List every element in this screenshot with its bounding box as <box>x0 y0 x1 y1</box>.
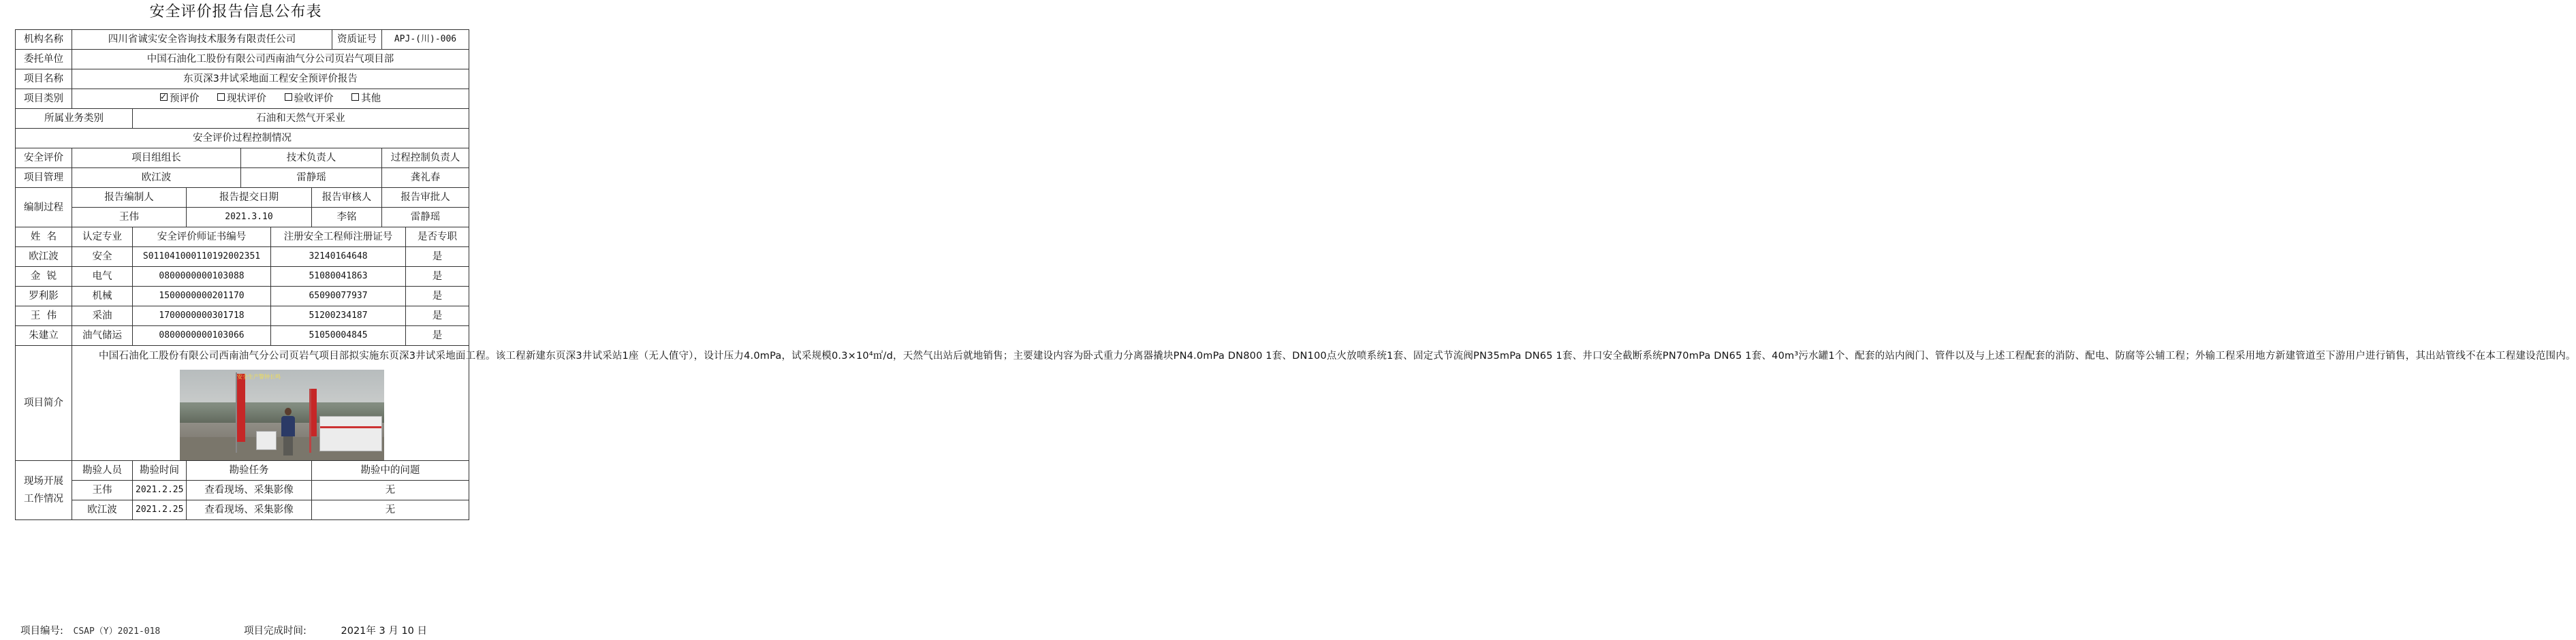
compile-label: 编制过程 <box>16 188 72 227</box>
staff-major: 采油 <box>72 306 133 326</box>
checkbox-icon <box>285 93 292 101</box>
category-option-pre[interactable]: ✓ 预评价 <box>160 93 200 104</box>
management-value-row <box>16 168 469 188</box>
category-row <box>16 89 469 109</box>
intro-row <box>16 346 469 461</box>
category-option-other[interactable]: 其他 <box>351 93 381 104</box>
staff-name: 朱建立 <box>16 326 72 346</box>
process-header-row <box>16 129 469 148</box>
site-header-issue: 勘验中的问题 <box>312 460 469 480</box>
intro-text: 中国石油化工股份有限公司西南油气分公司页岩气项目部拟实施东页深3井试采地面工程。该工程新建东页深3井试采站1座（无人值守），设计压力4.0mPa，试采规模0.3×10⁴㎡/d，天然气出站后就地销售；主要建设内容为卧式重力分离器撬块PN4.0mPa DN800 1套、DN100点火放喷系统1套、固定式节流阀PN35mPa DN65 1套、井口安全截断系统PN70mPa DN65 1套、40m³污水罐1个、配套的站内阀门、管件以及与上述工程配套的消防、配电、防腐等公辅工程；外输工程采用地方新建管道至下游用户进行销售，其出站管线不在本工程建设范围内。 <box>99 351 2576 362</box>
compile-header-row <box>16 188 469 208</box>
site-label: 现场开展 工作情况 <box>16 460 72 519</box>
staff-reg: 51050004845 <box>271 326 406 346</box>
site-time: 2021.2.25 <box>133 500 187 519</box>
table-row <box>16 326 469 346</box>
business-label: 所属业务类别 <box>16 109 133 129</box>
table-row <box>16 500 469 519</box>
staff-fulltime: 是 <box>406 247 469 267</box>
photo-cabin-small <box>256 431 277 450</box>
staff-fulltime: 是 <box>406 287 469 306</box>
staff-major: 机械 <box>72 287 133 306</box>
compile-header-approver: 报告审批人 <box>382 188 469 208</box>
site-person: 欧江波 <box>72 500 133 519</box>
footer-code-value: CSAP（Y）2021-018 <box>73 626 161 637</box>
category-option-status[interactable]: 现状评价 <box>217 93 266 104</box>
staff-header-cert: 安全评价师证书编号 <box>133 227 271 247</box>
staff-header-major: 认定专业 <box>72 227 133 247</box>
staff-header-row <box>16 227 469 247</box>
footer-code-label: 项目编号: <box>20 626 63 637</box>
staff-reg: 32140164648 <box>271 247 406 267</box>
staff-major: 油气储运 <box>72 326 133 346</box>
footer-done-label: 项目完成时间: <box>244 626 307 637</box>
staff-name: 王 伟 <box>16 306 72 326</box>
project-label: 项目名称 <box>16 69 72 89</box>
staff-header-name: 姓 名 <box>16 227 72 247</box>
client-label: 委托单位 <box>16 50 72 69</box>
footer-done-value: 2021年 3 月 10 日 <box>341 626 428 637</box>
staff-cert: 0800000000103088 <box>133 267 271 287</box>
checkbox-checked-icon <box>160 93 168 101</box>
site-header-task: 勘验任务 <box>187 460 312 480</box>
management-label-2: 项目管理 <box>16 168 72 188</box>
process-header: 安全评价过程控制情况 <box>16 129 469 148</box>
site-header-time: 勘验时间 <box>133 460 187 480</box>
staff-fulltime: 是 <box>406 326 469 346</box>
management-header-tech: 技术负责人 <box>241 148 382 168</box>
staff-name: 欧江波 <box>16 247 72 267</box>
compile-author: 王伟 <box>72 208 187 227</box>
client-value: 中国石油化工股份有限公司西南油气分公司页岩气项目部 <box>72 50 469 69</box>
staff-cert: S011041000110192002351 <box>133 247 271 267</box>
staff-cert: 0800000000103066 <box>133 326 271 346</box>
compile-header-date: 报告提交日期 <box>187 188 312 208</box>
cert-label: 资质证号 <box>332 30 382 50</box>
business-value: 石油和天然气开采业 <box>133 109 469 129</box>
table-row <box>16 247 469 267</box>
staff-fulltime: 是 <box>406 306 469 326</box>
project-row <box>16 69 469 89</box>
compile-header-reviewer: 报告审核人 <box>312 188 382 208</box>
staff-name: 金 锐 <box>16 267 72 287</box>
org-label: 机构名称 <box>16 30 72 50</box>
table-row <box>16 480 469 500</box>
table-row <box>16 267 469 287</box>
checkbox-icon <box>217 93 225 101</box>
compile-value-row <box>16 208 469 227</box>
management-process: 龚礼春 <box>382 168 469 188</box>
compile-reviewer: 李铭 <box>312 208 382 227</box>
staff-name: 罗利影 <box>16 287 72 306</box>
site-header-person: 勘验人员 <box>72 460 133 480</box>
staff-cert: 1500000000201170 <box>133 287 271 306</box>
staff-reg: 51080041863 <box>271 267 406 287</box>
site-person: 王伟 <box>72 480 133 500</box>
management-header-leader: 项目组组长 <box>72 148 241 168</box>
site-task: 查看现场、采集影像 <box>187 500 312 519</box>
site-photo <box>180 370 384 460</box>
business-row <box>16 109 469 129</box>
site-issue: 无 <box>312 500 469 519</box>
site-task: 查看现场、采集影像 <box>187 480 312 500</box>
table-row <box>16 287 469 306</box>
staff-major: 安全 <box>72 247 133 267</box>
table-row <box>16 306 469 326</box>
compile-approver: 雷静瑶 <box>382 208 469 227</box>
category-option-acceptance[interactable]: 验收评价 <box>285 93 334 104</box>
footer-project-code <box>20 623 160 637</box>
project-value: 东页深3井试采地面工程安全预评价报告 <box>72 69 469 89</box>
photo-cabin-stripe <box>320 426 381 428</box>
photo-cabin <box>319 416 382 451</box>
org-value: 四川省诚实安全咨询技术服务有限责任公司 <box>72 30 332 50</box>
staff-reg: 51200234187 <box>271 306 406 326</box>
photo-person <box>281 408 296 457</box>
staff-cert: 1700000000301718 <box>133 306 271 326</box>
checkbox-icon <box>351 93 359 101</box>
staff-header-fulltime: 是否专职 <box>406 227 469 247</box>
page-title: 安全评价报告信息公布表 <box>149 3 322 20</box>
category-label: 项目类别 <box>16 89 72 109</box>
management-header-row <box>16 148 469 168</box>
management-leader: 欧江波 <box>72 168 241 188</box>
compile-date: 2021.3.10 <box>187 208 312 227</box>
info-table <box>15 29 2576 520</box>
client-row <box>16 50 469 69</box>
cert-value: APJ-(川)-006 <box>382 30 469 50</box>
staff-reg: 65090077937 <box>271 287 406 306</box>
management-tech: 雷静瑶 <box>241 168 382 188</box>
site-time: 2021.2.25 <box>133 480 187 500</box>
management-label-1: 安全评价 <box>16 148 72 168</box>
compile-header-author: 报告编制人 <box>72 188 187 208</box>
site-header-row <box>16 460 469 480</box>
intro-content <box>72 346 2576 461</box>
management-header-process: 过程控制负责人 <box>382 148 469 168</box>
intro-label: 项目简介 <box>16 346 72 461</box>
staff-fulltime: 是 <box>406 267 469 287</box>
footer-completion <box>244 623 427 637</box>
org-row <box>16 30 469 50</box>
category-options <box>72 89 469 109</box>
photo-banner-2 <box>311 389 317 436</box>
staff-major: 电气 <box>72 267 133 287</box>
photo-banner: 安全生产警钟长鸣 <box>237 374 245 442</box>
staff-header-reg: 注册安全工程师注册证号 <box>271 227 406 247</box>
site-issue: 无 <box>312 480 469 500</box>
